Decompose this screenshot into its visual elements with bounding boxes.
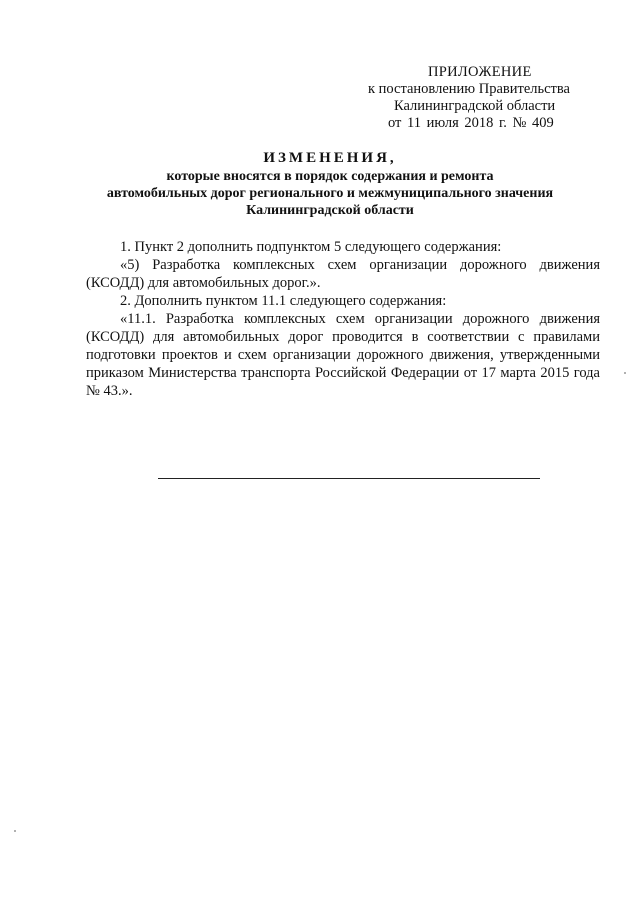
- paragraph-4: «11.1. Разработка комплексных схем организации дорожного движения (КСОДД) для автомобильных дорог проводится в соответствии с правилами подготовки проектов и схем организации дорожного движения, утвержденными приказом Министерства транспорта Российской Федерации от 17 марта 2015 года № 43.».: [86, 311, 600, 399]
- paragraph-2: «5) Разработка комплексных схем организации дорожного движения (КСОДД) для автомобильных дорог.».: [86, 257, 600, 291]
- paragraph-3: 2. Дополнить пунктом 11.1 следующего содержания:: [120, 293, 447, 309]
- scan-speck: [14, 830, 16, 832]
- paragraph-1: 1. Пункт 2 дополнить подпунктом 5 следующего содержания:: [120, 239, 502, 255]
- heading-line-3: Калининградской области: [246, 203, 414, 218]
- appendix-line-decree: к постановлению Правительства: [368, 81, 570, 97]
- heading-line-2: автомобильных дорог регионального и межмуниципального значения: [106, 186, 554, 201]
- appendix-line-date-number: от 11 июля 2018 г. № 409: [388, 115, 554, 131]
- end-divider-line: [158, 478, 540, 479]
- scan-speck: [624, 372, 626, 374]
- heading-title: ИЗМЕНЕНИЯ,: [263, 150, 397, 166]
- document-body: [86, 238, 600, 400]
- appendix-title: ПРИЛОЖЕНИЕ: [428, 64, 532, 80]
- document-heading: [60, 150, 600, 219]
- heading-line-1: которые вносятся в порядок содержания и ремонта: [166, 169, 494, 184]
- appendix-header: [368, 64, 608, 132]
- appendix-line-region: Калининградской области: [394, 98, 556, 114]
